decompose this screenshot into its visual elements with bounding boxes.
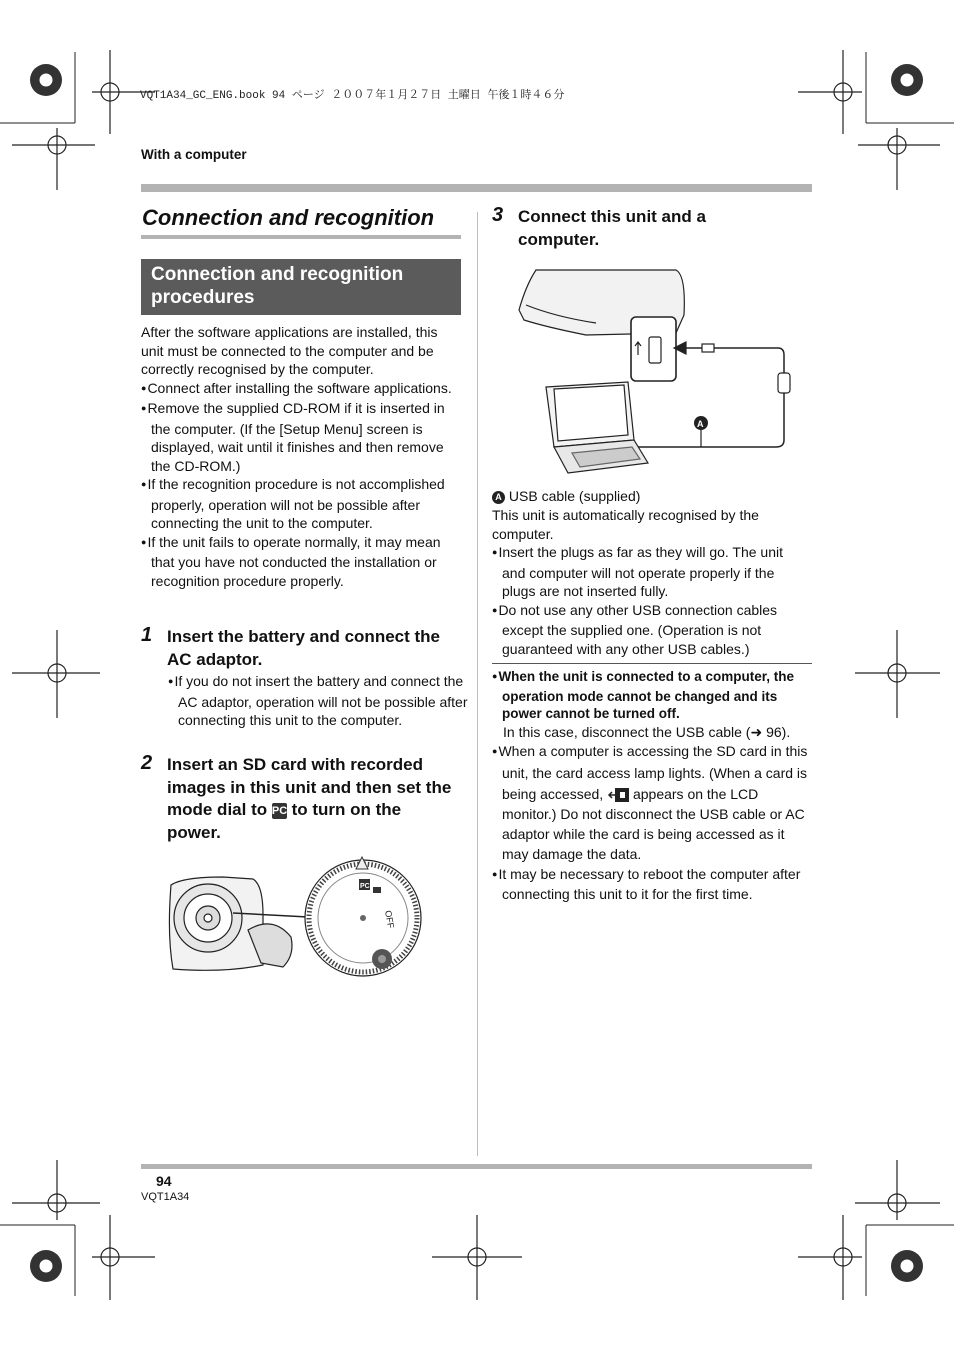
bottom-rule bbox=[141, 1164, 812, 1169]
dial-off-label: OFF bbox=[383, 909, 397, 930]
auto-recognised-note: This unit is automatically recognised by the computer. bbox=[492, 507, 759, 542]
title-rule bbox=[141, 235, 461, 239]
access-text-a: When a computer is accessing the SD card in this unit, the card access lamp lights. (When a card is being accessed, bbox=[498, 743, 808, 802]
usb-connection-illustration bbox=[516, 265, 796, 477]
access-bullet bbox=[492, 741, 812, 865]
step-2-text-a: Insert an SD card with recorded images in this unit and then set the mode dial to bbox=[167, 755, 452, 819]
callout-a-label: A bbox=[697, 419, 704, 429]
pc-mode-icon: PC bbox=[271, 804, 288, 817]
page-title: Connection and recognition bbox=[142, 205, 435, 230]
cable-bullet: ● Do not use any other USB connection cables except the supplied one. (Operation is not guaranteed with any other USB cables.) bbox=[492, 601, 810, 659]
mode-dial-illustration bbox=[163, 855, 423, 980]
intro-block bbox=[141, 323, 461, 590]
intro-bullet: ● If the unit fails to operate normally, it may mean that you have not conducted the installation or recognition procedure properly. bbox=[141, 533, 461, 591]
reboot-bullet: ● It may be necessary to reboot the computer after connecting this unit to it for the first time. bbox=[492, 865, 812, 904]
step-3-text: Connect this unit and a computer. bbox=[518, 207, 706, 249]
step-2-number: 2 bbox=[141, 752, 153, 774]
step-3-number: 3 bbox=[492, 204, 504, 226]
top-rule bbox=[141, 184, 812, 192]
intro-bullet: ● If the recognition procedure is not accomplished properly, operation will not be possible after connecting the unit to the computer. bbox=[141, 475, 461, 533]
card-access-icon bbox=[607, 788, 629, 802]
warning-rule bbox=[492, 663, 812, 664]
subtitle: Connection and recognition procedures bbox=[151, 264, 404, 308]
page-number: 94 bbox=[156, 1173, 172, 1189]
step-1-number: 1 bbox=[141, 624, 153, 646]
access-text-b: appears on the LCD monitor.) Do not disconnect the USB cable or AC adaptor while the card is being accessed as it may damage the data. bbox=[502, 785, 805, 863]
caption-line bbox=[492, 487, 812, 506]
plug-bullet: ● Insert the plugs as far as they will go. The unit and computer will not operate properly if the plugs are not inserted fully. bbox=[492, 543, 810, 601]
right-notes bbox=[492, 506, 810, 658]
step-2-text bbox=[167, 754, 457, 844]
intro-paragraph: After the software applications are installed, this unit must be connected to the computer and be correctly recognised by the computer. bbox=[141, 324, 438, 377]
column-divider bbox=[477, 212, 478, 1156]
step-2-text-b: to turn on the power. bbox=[167, 800, 402, 842]
book-header-line: VQT1A34_GC_ENG.book 94 ページ ２００７年１月２７日 土曜日 午後１時４６分 bbox=[140, 90, 565, 102]
warning-sub: In this case, disconnect the USB cable (➜ 96). bbox=[503, 723, 791, 740]
intro-bullet: ● Connect after installing the software applications. bbox=[141, 379, 461, 400]
warning-block bbox=[492, 668, 812, 904]
callout-a-marker: A bbox=[492, 491, 505, 504]
usb-cable-caption: USB cable (supplied) bbox=[508, 488, 641, 504]
section-label: With a computer bbox=[141, 147, 247, 162]
dial-pc-label: PC bbox=[360, 883, 370, 890]
warning-bold: ● When the unit is connected to a computer, the operation mode cannot be changed and its power cannot be turned off. bbox=[492, 668, 812, 723]
model-code: VQT1A34 bbox=[141, 1191, 190, 1203]
step-1-text: Insert the battery and connect the AC adaptor. bbox=[167, 627, 440, 669]
intro-bullet: ● Remove the supplied CD-ROM if it is inserted in the computer. (If the [Setup Menu] screen is displayed, wait until it finishes and then remove the CD-ROM.) bbox=[141, 399, 461, 475]
step-1-bullet: ● If you do not insert the battery and connect the AC adaptor, operation will not be possible after connecting this unit to the computer. bbox=[168, 672, 470, 730]
